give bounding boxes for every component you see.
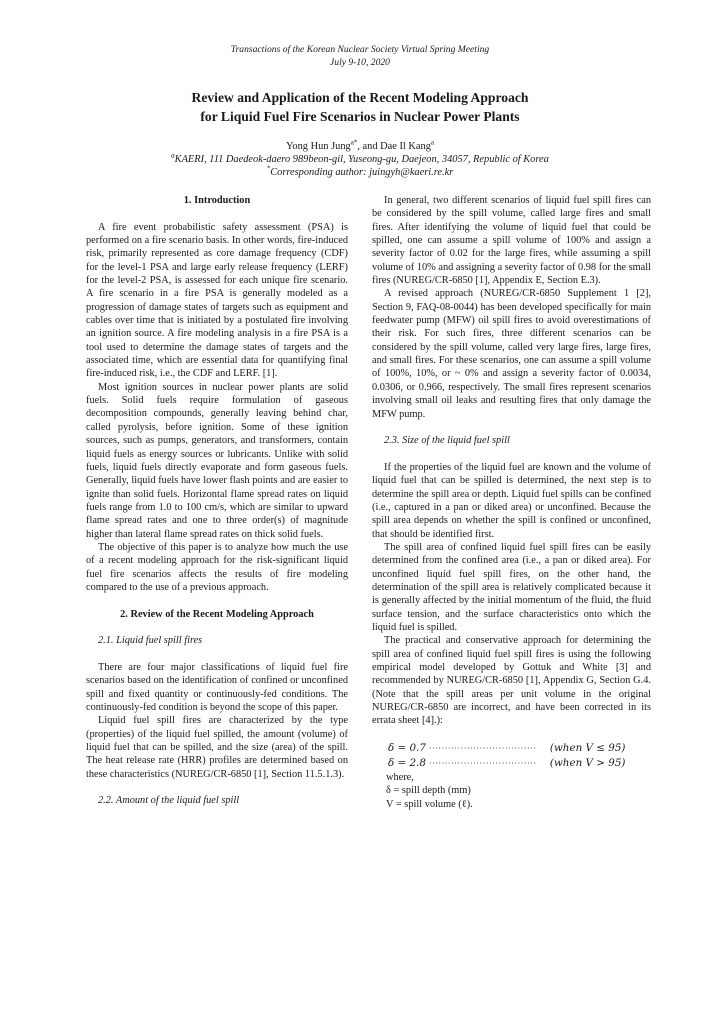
subsection-heading-amount: 2.2. Amount of the liquid fuel spill [98, 795, 240, 807]
subsection-heading-spill-fires: 2.1. Liquid fuel spill fires [98, 635, 203, 647]
paragraph: There are four major classifications of liquid fuel fire scenarios based on the identification of confined or unconfined spill and fixed quantity or continuously-fed conditions. The continuously-fed condition is beyond the scope of this paper. [86, 661, 348, 713]
section-heading-review: 2. Review of the Recent Modeling Approach [120, 608, 314, 620]
corresponding-author: *Corresponding author: juingyh@kaeri.re.kr [266, 164, 454, 178]
paragraph: The practical and conservative approach for determining the spill area of confined liquid fuel spill fires is using the following empirical model developed by Gottuk and White [3] and recommended by NUREG/CR-6850 [1], Appendix G, Section G.4. (Note that the spill areas per unit volume in the original NUREG/CR-6850 are incorrect, and have been corrected in its errata sheet [4].): [372, 635, 651, 727]
paper-title [0, 88, 720, 126]
title-line-1: Review and Application of the Recent Modeling Approach [191, 90, 529, 105]
paragraph: A revised approach (NUREG/CR-6850 Supplement 1 [2], Section 9, FAQ-08-0044) has been developed specifically for main feedwater pump (MFW) oil spill fires to avoid overestimations of their risk. For such fires, three different scenarios can be considered by the spill volume, called very large fires, large fires, and small fires. For these scenarios, one can assume a spill volume of 100%, 10%, or ~ 0% and assign a severity factor of 0.0034, 0.0306, or 0.966, respectively. The small fires represent scenarios involving small oil leaks and resulting fires that only damage the MFW pump. [372, 288, 651, 420]
paragraph: In general, two different scenarios of liquid fuel spill fires can be considered by the spill volume, called large fires and small fires. After identifying the volume of liquid fuel that could be spilled, one can assume a spill volume of 100% and assign a severity factor of 0.02 for the large fires, while assuming a spill volume of 10% and assigning a severity factor of 0.98 for the small fires (NUREG/CR-6850 [1], Appendix E, Section E.3). [372, 195, 651, 287]
variable-definitions: where, δ = spill depth (mm) V = spill volume (ℓ). [386, 772, 473, 810]
subsection-heading-size: 2.3. Size of the liquid fuel spill [384, 435, 510, 447]
meeting-date: July 9-10, 2020 [330, 56, 390, 68]
paragraph: Most ignition sources in nuclear power plants are solid fuels. Solid fuels require formulation of gaseous decomposition compounds, generally leaving behind char, called pyrolysis, before ignition. Some of these ignition sources, such as pumps, generators, and transformers, contain liquid fuels as energy sources or lubricants. Unlike with solid fuels, liquid fuels directly evaporate and form gaseous fuels. Generally, liquid fuels have lower flash points and are easier to ignite than solid fuels. Horizontal flame spread rates on liquid fuels range from 1.0 to 100 cm/s, which are similar to upward flame spread rates and one to three order(s) of magnitude higher than lateral flame spread rates on thick solid fuels. [86, 381, 348, 540]
affiliation: $^a$KAERI, 111 Daedeok-daero 989beon-gil, Yuseong-gu, Daejeon, 34057, Republic of Korea [171, 151, 549, 165]
title-line-2: for Liquid Fuel Fire Scenarios in Nuclear Power Plants [200, 109, 520, 124]
section-heading-introduction: 1. Introduction [183, 195, 251, 206]
paragraph: If the properties of the liquid fuel are known and the volume of liquid fuel that can be spilled is determined, the next step is to determine the spill area or depth. Liquid fuel spills can be confined (i.e., captured in a pan or diked area) or unconfined. Because the spill area depends on whether the spill is confined or unconfined, that should be identified first. [372, 461, 651, 540]
paragraph: A fire event probabilistic safety assessment (PSA) is performed on a fire scenario basis. In other words, fire-induced risk, primarily represented as core damage frequency (CDF) for the level-1 PSA and large early release frequency (LERF) for the level-2 PSA, is assessed for each unique fire scenario. A fire scenario in a fire PSA is generally modeled as a progression of damage states of targets such as equipment and cables over time that is initiated by a postulated fire involving an ignition source. A fire modeling analysis in a fire PSA is a tool used to determine the damage states of targets and the associated time, which are essential data for quantifying final fire-induced risk, i.e., the CDF and LERF. [1]. [86, 221, 348, 380]
paragraph: Liquid fuel spill fires are characterized by the type (properties) of the liquid fuel spilled, the amount (volume) of liquid fuel that can be spilled, and the size (area) of the spill. The heat release rate (HRR) profiles are determined based on these characteristics (NUREG/CR-6850 [1], Section 11.5.1.3). [86, 715, 348, 780]
author-names: Yong Hun Jung$^{a*}$, and Dae Il Kang$^a$ [285, 138, 435, 152]
right-column [372, 194, 651, 811]
equation-1: δ = 0.7 ·································· (when V ≤ 95) [388, 742, 626, 755]
journal-name: Transactions of the Korean Nuclear Society Virtual Spring Meeting [230, 44, 490, 55]
author-block [0, 140, 720, 179]
paragraph: The objective of this paper is to analyze how much the use of a recent modeling approach for the risk-significant liquid fuel fire scenarios affects the results of fire modeling compared to the use of a previous approach. [86, 541, 348, 593]
paragraph: The spill area of confined liquid fuel spill fires can be easily determined from the confined area (i.e., a pan or diked area). For unconfined liquid fuel spill fires, on the other hand, the determination of the spill area is relatively complicated because it is generally affected by the initial momentum of the fluid, the fluid surface tension, and the surface characteristics onto which the liquid fuel is spilled. [372, 541, 651, 633]
left-column [86, 194, 348, 808]
running-header [0, 44, 720, 69]
equation-2: δ = 2.8 ·································· (when V > 95) [388, 757, 626, 770]
